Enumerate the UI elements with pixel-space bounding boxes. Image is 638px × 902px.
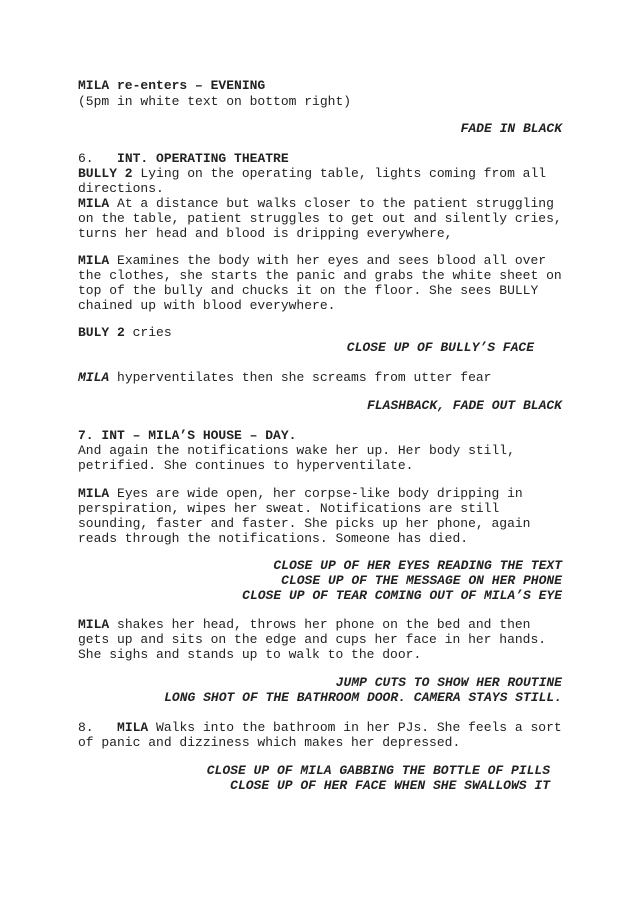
character-name: BULY 2 [78, 325, 125, 340]
action-line: MILA shakes her head, throws her phone on the bed and then [78, 617, 531, 632]
action-line: the clothes, she starts the panic and grabs the white sheet on [78, 268, 562, 283]
scene-title: INT. OPERATING THEATRE [117, 151, 289, 166]
character-name: MILA [78, 196, 110, 211]
action-line: MILA Eyes are wide open, her corpse-like body dripping in [78, 486, 523, 501]
action-line: directions. [78, 181, 164, 196]
action-line: BULLY 2 Lying on the operating table, lights coming from all [78, 166, 547, 181]
action-line: She sighs and stands up to walk to the door. [78, 647, 422, 662]
character-name: MILA [117, 720, 149, 735]
action-line: of panic and dizziness which makes her depressed. [78, 735, 461, 750]
transition-flashback: FLASHBACK, FADE OUT BLACK [366, 398, 562, 413]
shot-direction: CLOSE UP OF THE MESSAGE ON HER PHONE [281, 573, 562, 588]
action-line: turns her head and blood is dripping everywhere, [78, 226, 453, 241]
action-line: MILA hyperventilates then she screams from utter fear [78, 370, 492, 385]
scene-heading-7: 7. INT – MILA’S HOUSE – DAY. [78, 428, 297, 443]
scene-note: (5pm in white text on bottom right) [78, 94, 352, 109]
action-line: sounding, faster and faster. She picks up her phone, again [78, 516, 531, 531]
action-line: BULY 2 cries [78, 325, 172, 340]
scene-heading-8: 8. MILA Walks into the bathroom in her PJs. She feels a sort [78, 720, 562, 735]
action-line: reads through the notifications. Someone has died. [78, 531, 469, 546]
action-line: chained up with blood everywhere. [78, 298, 336, 313]
character-name: MILA [78, 486, 110, 501]
shot-direction: CLOSE UP OF MILA GABBING THE BOTTLE OF PILLS [206, 763, 550, 778]
character-name: MILA [78, 253, 110, 268]
scene-number: 8. [78, 720, 118, 735]
scene-heading-6 [78, 151, 289, 166]
action-line: on the table, patient struggles to get out and silently cries, [78, 211, 562, 226]
action-line: gets up and sits on the edge and cups her face in her hands. [78, 632, 547, 647]
shot-direction: CLOSE UP OF HER EYES READING THE TEXT [273, 558, 562, 573]
character-name: MILA [78, 370, 110, 385]
action-line: MILA Examines the body with her eyes and sees blood all over [78, 253, 547, 268]
shot-direction: LONG SHOT OF THE BATHROOM DOOR. CAMERA STAYS STILL. [164, 690, 562, 705]
action-line: top of the bully and chucks it on the floor. She sees BULLY [78, 283, 539, 298]
character-name: BULLY 2 [78, 166, 133, 181]
scene-heading-mila-reenters: MILA re-enters – EVENING [78, 78, 266, 93]
action-line: And again the notifications wake her up. Her body still, [78, 443, 515, 458]
shot-direction: JUMP CUTS TO SHOW HER ROUTINE [335, 675, 562, 690]
shot-direction: CLOSE UP OF TEAR COMING OUT OF MILA’S EYE [242, 588, 562, 603]
shot-direction: CLOSE UP OF BULLY’S FACE [346, 340, 534, 355]
action-line: petrified. She continues to hyperventilate. [78, 458, 414, 473]
action-line: MILA At a distance but walks closer to the patient struggling [78, 196, 554, 211]
character-name: MILA [78, 617, 110, 632]
shot-direction: CLOSE UP OF HER FACE WHEN SHE SWALLOWS IT [230, 778, 550, 793]
transition-fade-in: FADE IN BLACK [460, 121, 562, 136]
scene-number: 6. [78, 151, 118, 166]
action-line: perspiration, wipes her sweat. Notifications are still [78, 501, 500, 516]
